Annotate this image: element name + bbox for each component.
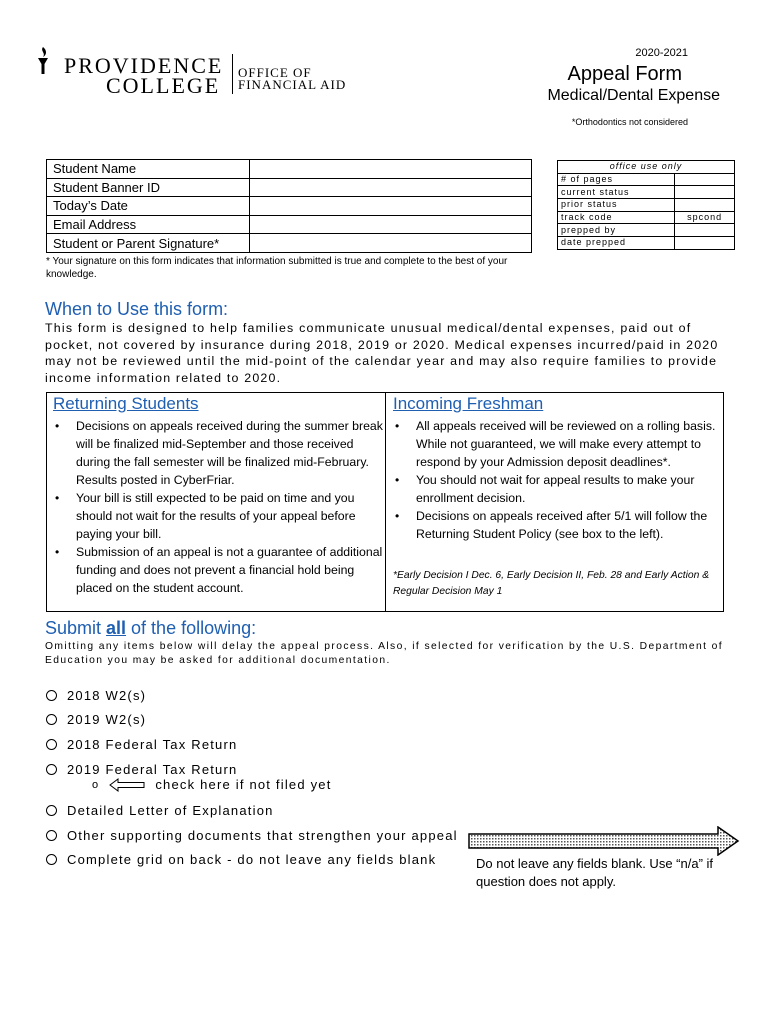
office-row-label: track code bbox=[558, 211, 675, 224]
checkbox-circle-icon[interactable] bbox=[46, 739, 57, 750]
logo-dept-line1: OFFICE OF bbox=[238, 65, 312, 80]
logo-divider bbox=[232, 54, 233, 94]
checklist-label: 2018 W2(s) bbox=[67, 688, 147, 703]
logo-dept-line2: FINANCIAL AID bbox=[238, 77, 347, 92]
submit-heading-post: of the following: bbox=[126, 618, 257, 638]
office-row-label: current status bbox=[558, 186, 675, 199]
incoming-freshman-list bbox=[393, 417, 718, 543]
checklist-label: 2018 Federal Tax Return bbox=[67, 737, 238, 752]
student-row bbox=[47, 178, 532, 197]
early-decision-note: *Early Decision I Dec. 6, Early Decision II, Feb. 28 and Early Action & Regular Decision May 1 bbox=[393, 570, 710, 597]
policy-box bbox=[46, 392, 724, 612]
todays-date-field[interactable] bbox=[250, 197, 532, 216]
logo-name bbox=[64, 53, 224, 98]
checklist-item-2019-tax-return[interactable] bbox=[46, 762, 237, 777]
office-row-value bbox=[675, 237, 735, 250]
banner-id-label: Student Banner ID bbox=[47, 178, 250, 197]
logo-name-line1: PROVIDENCE bbox=[64, 53, 224, 78]
submit-heading-pre: Submit bbox=[45, 618, 107, 638]
logo-dept bbox=[238, 67, 346, 91]
list-item: • Decisions on appeals received during the summer break will be finalized mid-September and those received during the fall semester will be finalized mid-February. Results posted in CyberFriar. bbox=[53, 417, 383, 489]
office-row-label: prepped by bbox=[558, 224, 675, 237]
column-divider bbox=[385, 393, 386, 611]
office-row-label: prior status bbox=[558, 199, 675, 212]
right-arrow-icon bbox=[468, 826, 740, 856]
submit-heading-all: all bbox=[106, 618, 127, 638]
office-row-label: date prepped bbox=[558, 237, 675, 250]
student-name-field[interactable] bbox=[250, 160, 532, 179]
office-row-value: spcond bbox=[675, 211, 735, 224]
checklist-item-complete-grid[interactable] bbox=[46, 852, 436, 867]
checklist-item-letter[interactable] bbox=[46, 803, 274, 818]
returning-students-list bbox=[53, 417, 383, 597]
signature-label: Student or Parent Signature* bbox=[47, 234, 250, 253]
checklist-item-2019-w2[interactable] bbox=[46, 712, 146, 727]
checkbox-circle-icon[interactable] bbox=[46, 854, 57, 865]
student-row bbox=[47, 197, 532, 216]
checklist-label: 2019 W2(s) bbox=[67, 712, 147, 727]
email-field[interactable] bbox=[250, 215, 532, 234]
student-name-label: Student Name bbox=[47, 160, 250, 179]
incoming-freshman-heading: Incoming Freshman bbox=[393, 394, 544, 413]
signature-note: * Your signature on this form indicates that information submitted is true and complete to the best of your knowledge. bbox=[46, 256, 508, 280]
blank-fields-note: Do not leave any fields blank. Use “n/a” if question does not apply. bbox=[476, 856, 714, 889]
banner-id-field[interactable] bbox=[250, 178, 532, 197]
college-logo bbox=[36, 46, 356, 96]
checkbox-circle-icon[interactable] bbox=[46, 805, 57, 816]
checklist-label: Detailed Letter of Explanation bbox=[67, 803, 274, 818]
checkbox-circle-icon[interactable] bbox=[46, 830, 57, 841]
submit-body: Omitting any items below will delay the appeal process. Also, if selected for verification by the U.S. Department of Education you may be asked for additional documentation. bbox=[45, 641, 724, 666]
office-use-heading: office use only bbox=[558, 161, 735, 174]
submit-heading bbox=[45, 618, 256, 639]
when-to-use-body: This form is designed to help families communicate unusual medical/dental expenses, paid out of pocket, not covered by insurance during 2018, 2019 or 2020. Medical expenses incurred/paid in 2020 may not be reviewed until the mid-point of the calendar year and may also require families to provide income information related to 2020. bbox=[45, 321, 719, 385]
list-item: • All appeals received will be reviewed on a rolling basis. While not guaranteed, we will make every attempt to respond by your Admission deposit deadlines*. bbox=[393, 417, 718, 471]
office-row-value bbox=[675, 173, 735, 186]
when-to-use-heading: When to Use this form: bbox=[45, 299, 229, 319]
office-use-table bbox=[557, 160, 735, 250]
checklist-label: Complete grid on back - do not leave any fields blank bbox=[67, 852, 437, 867]
list-item: • Your bill is still expected to be paid on time and you should not wait for the results of your appeal before paying your bill. bbox=[53, 489, 383, 543]
checklist-label: Other supporting documents that strengthen your appeal bbox=[67, 828, 458, 843]
checkbox-circle-icon[interactable] bbox=[46, 764, 57, 775]
list-item: • You should not wait for appeal results to make your enrollment decision. bbox=[393, 471, 718, 507]
orthodontics-note: *Orthodontics not considered bbox=[571, 117, 688, 127]
student-row bbox=[47, 160, 532, 179]
student-info-table bbox=[46, 159, 532, 253]
form-title: Appeal Form bbox=[567, 63, 682, 85]
checkbox-circle-icon[interactable] bbox=[46, 690, 57, 701]
sub-checkbox-icon[interactable]: o bbox=[92, 778, 100, 791]
checkbox-circle-icon[interactable] bbox=[46, 714, 57, 725]
office-row-value bbox=[675, 224, 735, 237]
student-row bbox=[47, 234, 532, 253]
office-row-value bbox=[675, 199, 735, 212]
left-arrow-icon bbox=[109, 778, 145, 792]
not-filed-subitem[interactable] bbox=[92, 777, 332, 792]
form-year: 2020-2021 bbox=[635, 47, 688, 59]
not-filed-label: check here if not filed yet bbox=[155, 777, 332, 792]
returning-students-heading: Returning Students bbox=[53, 394, 199, 413]
office-row-label: # of pages bbox=[558, 173, 675, 186]
email-label: Email Address bbox=[47, 215, 250, 234]
list-item: • Submission of an appeal is not a guarantee of additional funding and does not prevent a financial hold being placed on the student account. bbox=[53, 543, 383, 597]
signature-field[interactable] bbox=[250, 234, 532, 253]
list-item: • Decisions on appeals received after 5/1 will follow the Returning Student Policy (see box to the left). bbox=[393, 507, 718, 543]
checklist-item-2018-w2[interactable] bbox=[46, 688, 146, 703]
torch-icon bbox=[36, 46, 50, 76]
checklist-item-supporting-docs[interactable] bbox=[46, 828, 458, 843]
office-row-value bbox=[675, 186, 735, 199]
student-row bbox=[47, 215, 532, 234]
todays-date-label: Today’s Date bbox=[47, 197, 250, 216]
checklist-label: 2019 Federal Tax Return bbox=[67, 762, 238, 777]
form-subtitle: Medical/Dental Expense bbox=[547, 87, 720, 104]
checklist-item-2018-tax-return[interactable] bbox=[46, 737, 237, 752]
logo-name-line2: COLLEGE bbox=[106, 73, 221, 98]
